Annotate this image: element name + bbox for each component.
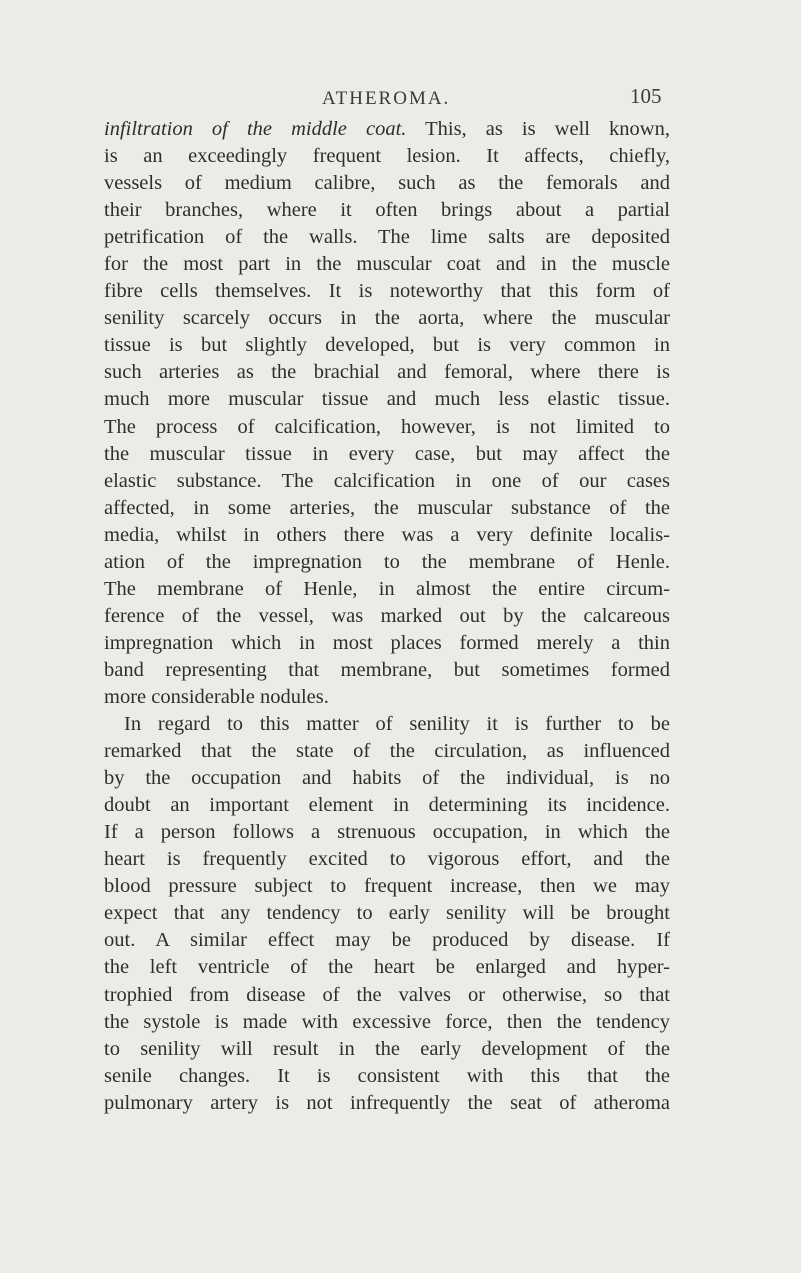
text-line: senile changes. It is consistent with this that the [104, 1064, 670, 1087]
text-line [104, 116, 670, 143]
text-line: fibre cells themselves. It is noteworthy that this form of [104, 280, 670, 303]
text-line: affected, in some arteries, the muscular substance of the [104, 496, 670, 519]
body-text [104, 116, 670, 1117]
text-line: band representing that membrane, but sometimes formed [104, 658, 670, 681]
text-line: such arteries as the brachial and femoral, where there is [104, 361, 670, 384]
text-line: pulmonary artery is not infrequently the seat of atheroma [104, 1091, 670, 1114]
text-line: to senility will result in the early development of the [104, 1037, 670, 1060]
text-line: media, whilst in others there was a very definite localis- [104, 523, 670, 546]
running-head: ATHEROMA. [322, 88, 451, 109]
text-line: senility scarcely occurs in the aorta, where the muscular [104, 307, 670, 330]
text-line: elastic substance. The calcification in one of our cases [104, 469, 670, 492]
text-line: blood pressure subject to frequent increase, then we may [104, 875, 670, 898]
text-line: the systole is made with excessive force, then the tendency [104, 1010, 670, 1033]
text-line: impregnation which in most places formed merely a thin [104, 631, 670, 654]
text-line: vessels of medium calibre, such as the femorals and [104, 172, 670, 195]
text-line: ference of the vessel, was marked out by the calcareous [104, 604, 670, 627]
text-line: out. A similar effect may be produced by disease. If [104, 929, 670, 952]
text-line: The process of calcification, however, is not limited to [104, 415, 670, 438]
text-line: tissue is but slightly developed, but is very common in [104, 334, 670, 357]
text-line: trophied from disease of the valves or otherwise, so that [104, 983, 670, 1006]
text-line: ation of the impregnation to the membrane of Henle. [104, 550, 670, 573]
text-line: their branches, where it often brings about a partial [104, 199, 670, 222]
text-line: much more muscular tissue and much less elastic tissue. [104, 388, 670, 411]
italic-phrase: infiltration of the middle coat. [104, 118, 407, 140]
paragraph-end-line: more considerable nodules. [104, 685, 329, 708]
text-line: doubt an important element in determining its incidence. [104, 794, 670, 817]
text-line: the left ventricle of the heart be enlarged and hyper- [104, 956, 670, 979]
text-line: the muscular tissue in every case, but may affect the [104, 442, 670, 465]
text-run: This, as is well known, [406, 118, 670, 140]
text-line: remarked that the state of the circulation, as influenced [104, 740, 670, 763]
text-line: for the most part in the muscular coat and in the muscle [104, 253, 670, 276]
paragraph-start-line: In regard to this matter of senility it is further to be [124, 713, 670, 736]
text-line: heart is frequently excited to vigorous effort, and the [104, 848, 670, 871]
text-line: The membrane of Henle, in almost the entire circum- [104, 577, 670, 600]
page-number: 105 [630, 84, 662, 108]
text-line: by the occupation and habits of the individual, is no [104, 767, 670, 790]
text-line: expect that any tendency to early senility will be brought [104, 902, 670, 925]
text-line: petrification of the walls. The lime salts are deposited [104, 226, 670, 249]
text-line: is an exceedingly frequent lesion. It affects, chiefly, [104, 145, 670, 168]
text-line: If a person follows a strenuous occupation, in which the [104, 821, 670, 844]
